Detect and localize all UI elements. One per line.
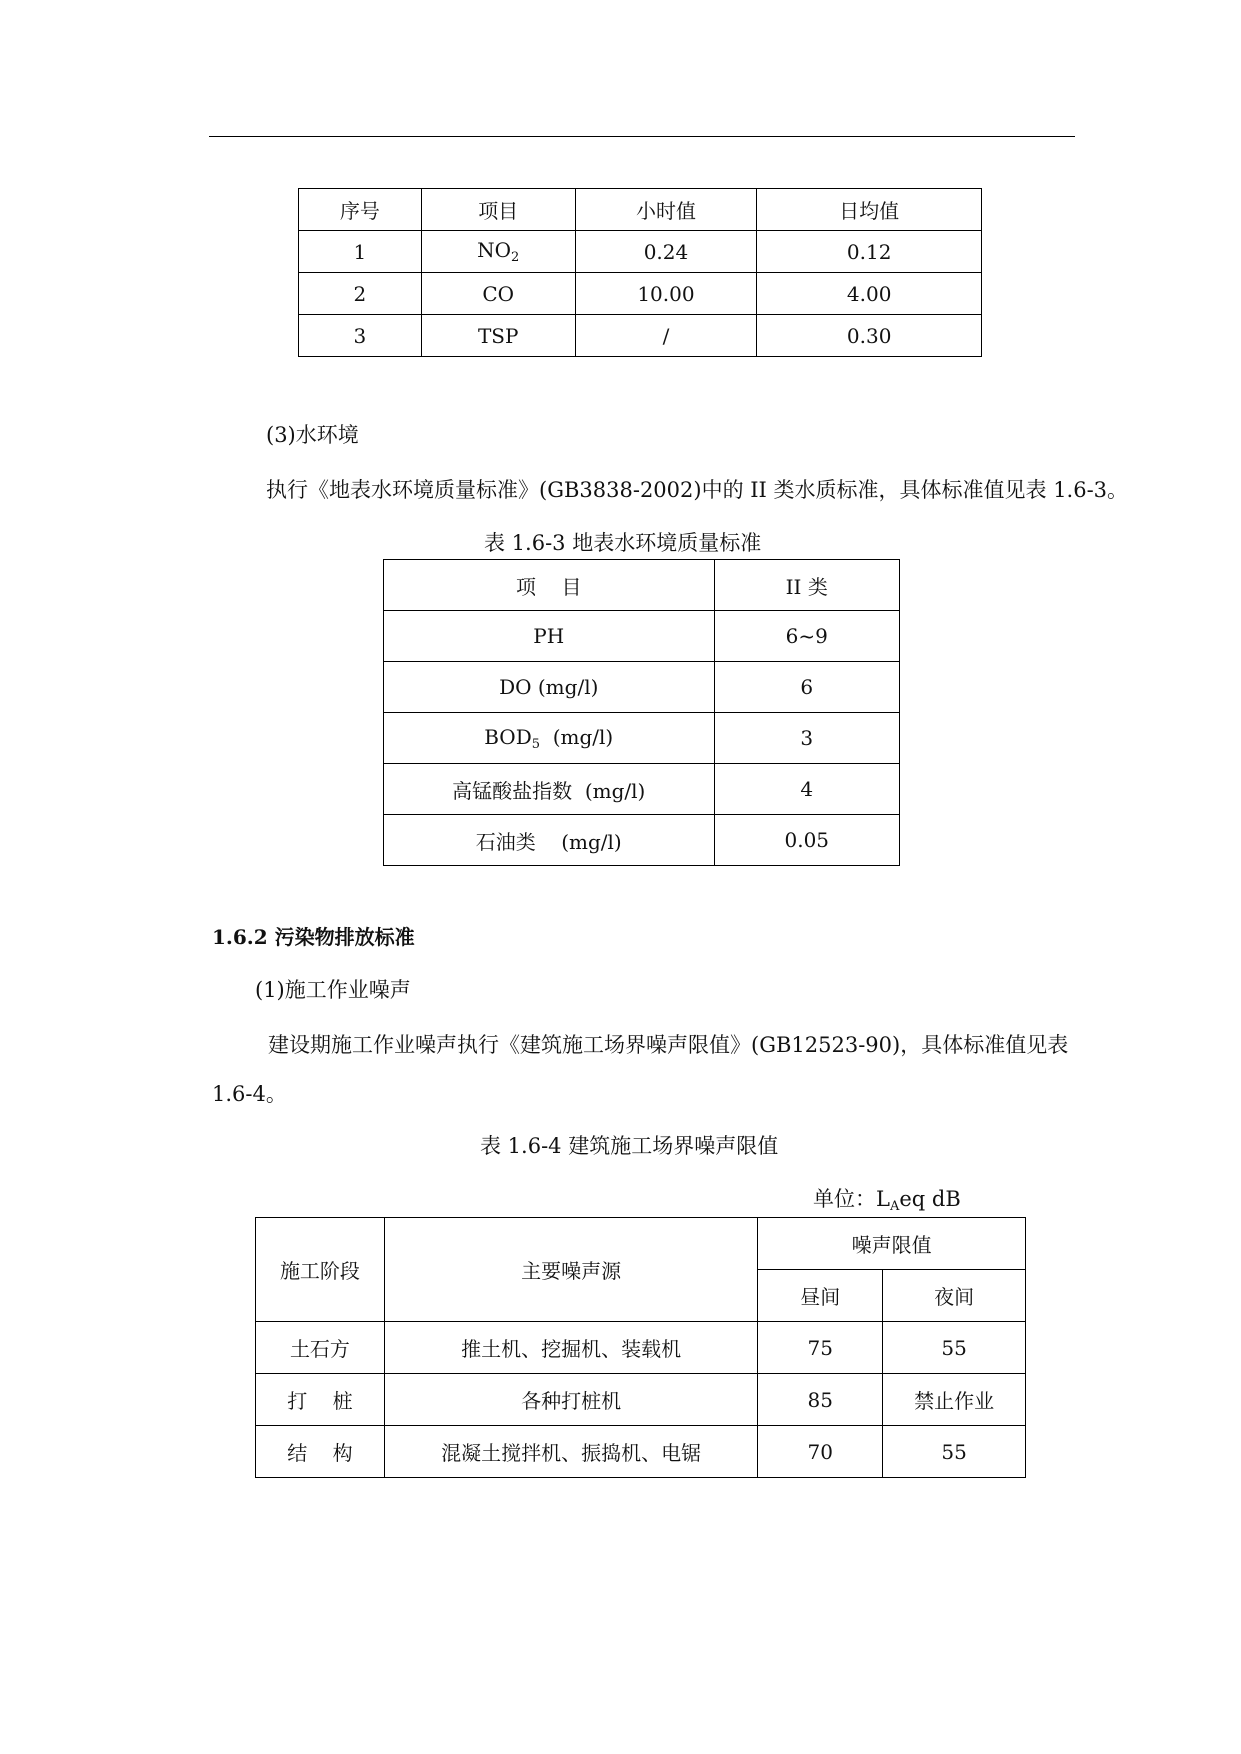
table-cell: 4.00 (757, 273, 982, 315)
table-row (299, 273, 982, 315)
paragraph: 建设期施工作业噪声执行《建筑施工场界噪声限值》(GB12523-90)，具体标准值见表 (268, 1033, 1069, 1057)
table-row (384, 662, 900, 713)
table-cell: 6~9 (714, 611, 900, 662)
header-cell: 昼间 (758, 1270, 883, 1322)
header-cell: 主要噪声源 (384, 1218, 757, 1322)
table-cell: 结 构 (256, 1426, 385, 1478)
header-cell: 夜间 (883, 1270, 1026, 1322)
table-cell: / (575, 315, 757, 357)
header-cell: II 类 (714, 560, 900, 611)
table-caption: 表 1.6-3 地表水环境质量标准 (484, 531, 762, 555)
table-cell: 75 (758, 1322, 883, 1374)
table-cell: 禁止作业 (883, 1374, 1026, 1426)
table-cell: 推土机、挖掘机、装载机 (384, 1322, 757, 1374)
paragraph-continued: 1.6-4。 (212, 1082, 287, 1106)
noise-limit-table (255, 1217, 1026, 1478)
table-cell: PH (384, 611, 715, 662)
table-cell: $NO_2$ (421, 231, 575, 273)
header-cell: 噪声限值 (758, 1218, 1026, 1270)
header-cell: 序号 (299, 189, 422, 231)
table-caption: 表 1.6-4 建筑施工场界噪声限值 (480, 1134, 779, 1158)
header-rule (209, 136, 1075, 137)
table-cell: 4 (714, 764, 900, 815)
section-heading: 1.6.2 污染物排放标准 (212, 925, 415, 949)
table-cell: 0.24 (575, 231, 757, 273)
header-cell: 小时值 (575, 189, 757, 231)
table-cell: 10.00 (575, 273, 757, 315)
table-header-row (384, 560, 900, 611)
table-cell: 0.05 (714, 815, 900, 866)
water-quality-table (383, 559, 900, 866)
table-header-row (256, 1218, 1026, 1270)
header-cell: 项 目 (384, 560, 715, 611)
table-cell: 85 (758, 1374, 883, 1426)
table-header-row (299, 189, 982, 231)
table-cell: 石油类 (mg/l) (384, 815, 715, 866)
table-cell: 55 (883, 1426, 1026, 1478)
table-row (299, 231, 982, 273)
air-quality-table (298, 188, 982, 357)
header-cell: 项目 (421, 189, 575, 231)
section-title: (3)水环境 (266, 423, 359, 447)
table-cell: 0.30 (757, 315, 982, 357)
table-cell: CO (421, 273, 575, 315)
table-cell: 70 (758, 1426, 883, 1478)
table-row (256, 1374, 1026, 1426)
table-cell: 55 (883, 1322, 1026, 1374)
section-subtitle: (1)施工作业噪声 (255, 978, 411, 1002)
table-cell: 2 (299, 273, 422, 315)
table-cell: $BOD_5$ (mg/l) (384, 713, 715, 764)
table-row (384, 611, 900, 662)
header-cell: 施工阶段 (256, 1218, 385, 1322)
table-cell: 3 (714, 713, 900, 764)
table-cell: DO (mg/l) (384, 662, 715, 713)
header-cell: 日均值 (757, 189, 982, 231)
table-row (384, 764, 900, 815)
table-cell: 3 (299, 315, 422, 357)
table-row (299, 315, 982, 357)
table-row (256, 1426, 1026, 1478)
table-cell: 0.12 (757, 231, 982, 273)
table-cell: 土石方 (256, 1322, 385, 1374)
table-unit: 单位：$L_Aeq$ dB (813, 1187, 961, 1214)
table-cell: 6 (714, 662, 900, 713)
table-cell: 1 (299, 231, 422, 273)
table-cell: 高锰酸盐指数 (mg/l) (384, 764, 715, 815)
table-row (256, 1322, 1026, 1374)
table-cell: 混凝土搅拌机、振捣机、电锯 (384, 1426, 757, 1478)
table-cell: TSP (421, 315, 575, 357)
table-row (384, 815, 900, 866)
table-row (384, 713, 900, 764)
paragraph: 执行《地表水环境质量标准》(GB3838-2002)中的 II 类水质标准，具体标准值见表 1.6-3。 (266, 478, 1129, 502)
table-cell: 打 桩 (256, 1374, 385, 1426)
table-cell: 各种打桩机 (384, 1374, 757, 1426)
